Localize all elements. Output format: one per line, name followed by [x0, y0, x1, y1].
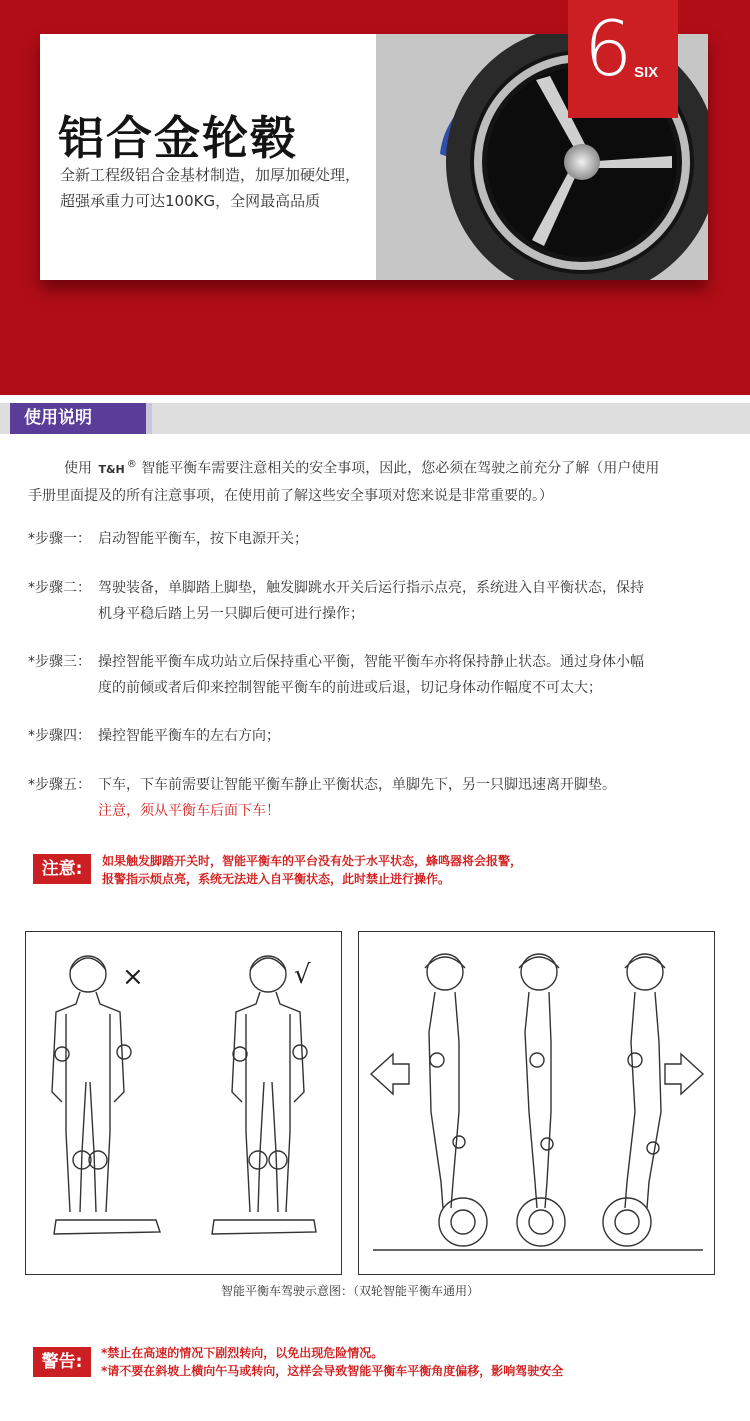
feature-desc-line: 全新工程级铝合金基材制造，加厚加硬处理，	[60, 166, 361, 184]
step-text	[98, 772, 616, 824]
brand-logo: T&H	[98, 462, 125, 476]
step-label: *步骤二：	[28, 580, 91, 596]
step-text: 操控智能平衡车的左右方向；	[98, 728, 280, 744]
step-line: 操控智能平衡车成功站立后保持重心平衡，智能平衡车亦将保持静止状态。通过身体小幅	[98, 654, 644, 670]
step-line: 驾驶装备，单脚踏上脚垫，触发脚跳水开关后运行指示点亮，系统进入自平衡状态，保持	[98, 580, 644, 596]
badge-word: SIX	[634, 64, 659, 81]
feature-title: 铝合金轮毂	[58, 111, 298, 165]
warning-text	[101, 1344, 563, 1380]
step-label: *步骤三：	[28, 654, 91, 670]
section-number-badge	[568, 0, 678, 118]
step-line: 度的前倾或者后仰来控制智能平衡车的前进或后退，切记身体动作幅度不可太大；	[98, 680, 602, 696]
warning-label: 警告:	[33, 1347, 91, 1377]
figure-caption: 智能平衡车驾驶示意图：（双轮智能平衡车通用）	[220, 1284, 479, 1298]
person-front-icon	[52, 956, 316, 1234]
badge-number: 6	[584, 4, 633, 93]
notice-label: 注意:	[33, 854, 91, 884]
step-line: 下车，下车前需要让智能平衡车静止平衡状态，单脚先下，另一只脚迅速离开脚垫。	[98, 777, 616, 793]
intro-line-2: 手册里面提及的所有注意事项，在使用前了解这些安全事项对您来说是非常重要的。）	[28, 487, 553, 504]
warning-line: *禁止在高速的情况下剧烈转向，以免出现危险情况。	[101, 1346, 384, 1360]
step-2	[28, 575, 644, 627]
notice-text	[102, 852, 522, 888]
wrong-mark: ×	[122, 962, 144, 992]
person-side-icon	[371, 954, 703, 1250]
warning-line: *请不要在斜坡上横向午马或转向，这样会导致智能平衡车平衡角度偏移，影响驾驶安全	[101, 1364, 564, 1378]
step-warning-note: 注意，须从平衡车后面下车！	[98, 803, 280, 819]
posture-side-drawing	[359, 932, 714, 1274]
step-3	[28, 649, 644, 701]
section-tab-instructions: 使用说明	[10, 403, 146, 434]
feature-description	[60, 162, 360, 214]
step-text: 启动智能平衡车，按下电源开关；	[98, 531, 308, 547]
step-5	[28, 772, 616, 824]
notice-line: 如果触发脚踏开关时，智能平衡车的平台没有处于水平状态，蜂鸣器将会报警，	[102, 854, 523, 868]
step-4	[28, 723, 280, 749]
registered-mark: ®	[126, 459, 137, 470]
step-label: *步骤四：	[28, 728, 91, 744]
posture-figure-side	[358, 931, 715, 1275]
step-text	[98, 575, 644, 627]
step-label: *步骤五：	[28, 777, 91, 793]
intro-paragraph	[28, 452, 718, 509]
intro-text: 智能平衡车需要注意相关的安全事项，因此，您必须在驾驶之前充分了解（用户使用	[141, 460, 660, 477]
notice-line: 报警指示烦点亮，系统无法进入自平衡状态，此时禁止进行操作。	[102, 872, 451, 886]
correct-mark: √	[294, 960, 311, 990]
intro-prefix: 使用	[64, 460, 92, 477]
posture-figure-front	[25, 931, 342, 1275]
intro-line-1	[28, 452, 718, 483]
step-1	[28, 526, 308, 552]
feature-desc-line: 超强承重力可达100KG，全网最高品质	[60, 192, 321, 210]
step-label: *步骤一：	[28, 531, 91, 547]
step-text	[98, 649, 644, 701]
arrow-right-icon	[665, 1054, 703, 1094]
step-line: 机身平稳后踏上另一只脚后便可进行操作；	[98, 606, 364, 622]
arrow-left-icon	[371, 1054, 409, 1094]
